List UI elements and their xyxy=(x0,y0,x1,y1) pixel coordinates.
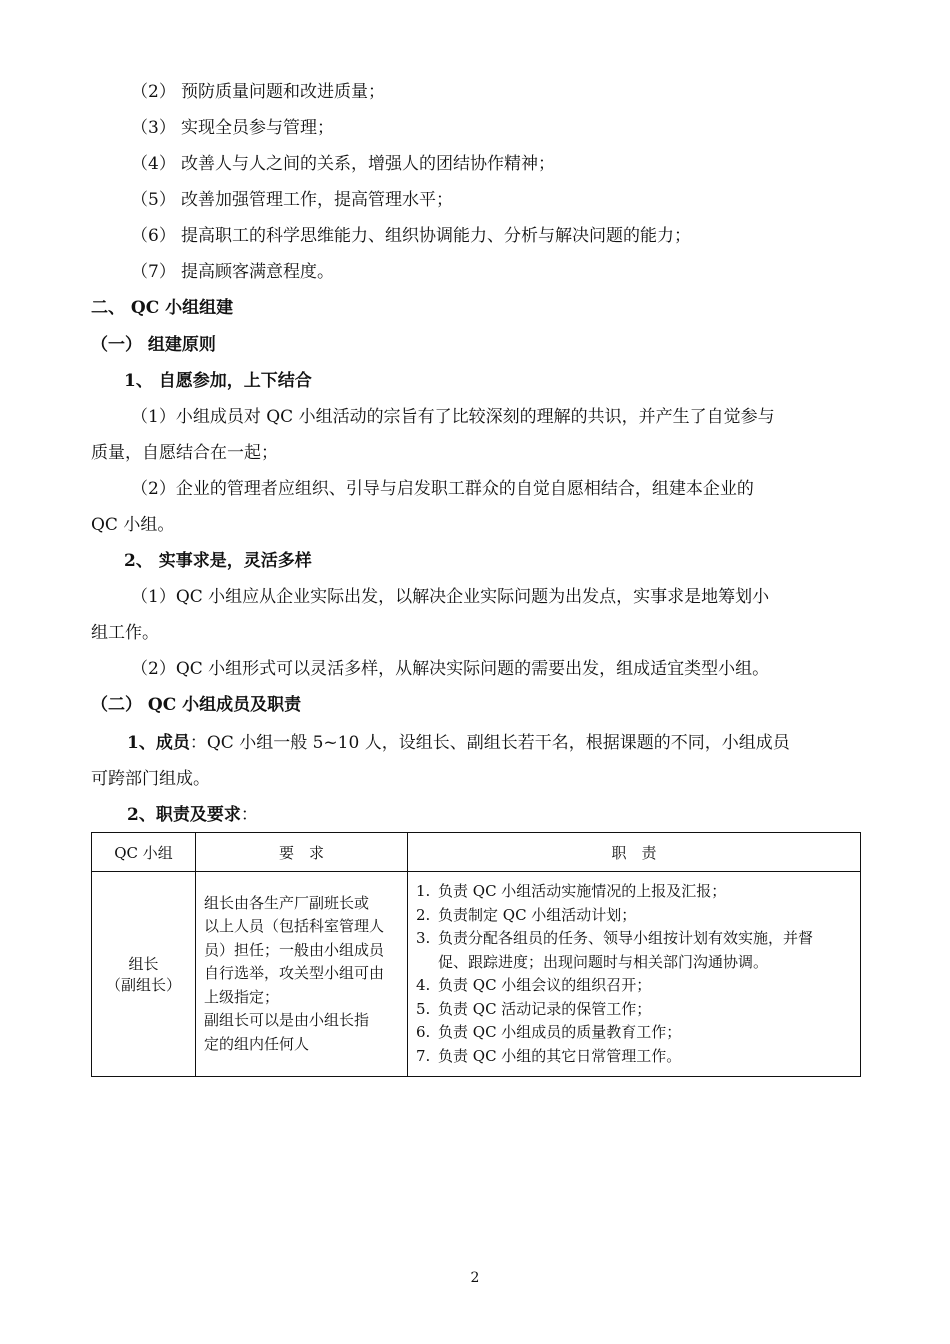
goal-item: （3） 实现全员参与管理； xyxy=(131,118,334,138)
duty-item: 7. 负责 QC 小组的其它日常管理工作。 xyxy=(416,1046,682,1065)
requirement-line: 副组长可以是由小组长指 xyxy=(204,1011,370,1030)
table-row xyxy=(92,872,861,1077)
page-number: 2 xyxy=(470,1270,480,1286)
duties-table xyxy=(91,832,861,1077)
paragraph-line: （1）小组成员对 QC 小组活动的宗旨有了比较深刻的理解的共识，并产生了自觉参与 xyxy=(131,407,775,427)
header-cell-requirements: 要 求 xyxy=(196,833,408,872)
role-name-sub: （副组长） xyxy=(105,976,181,994)
requirement-line: 定的组内任何人 xyxy=(204,1034,310,1053)
duty-item: 5. 负责 QC 活动记录的保管工作； xyxy=(416,999,652,1018)
goal-item: （5） 改善加强管理工作，提高管理水平； xyxy=(131,190,453,210)
item-heading: 1、 自愿参加，上下结合 xyxy=(124,371,312,391)
paragraph-line: 可跨部门组成。 xyxy=(91,769,210,789)
role-name: 组长 xyxy=(128,955,159,973)
duty-item: 4. 负责 QC 小组会议的组织召开； xyxy=(416,976,652,994)
requirements-cell xyxy=(196,872,408,1077)
requirement-line: 上级指定； xyxy=(204,987,280,1006)
members-paragraph: 1、成员：QC 小组一般 5~10 人，设组长、副组长若干名，根据课题的不同，小组成员 xyxy=(127,733,790,753)
paragraph-line: （1）QC 小组应从企业实际出发，以解决企业实际问题为出发点，实事求是地筹划小 xyxy=(131,587,770,607)
paragraph-line: （2）QC 小组形式可以灵活多样，从解决实际问题的需要出发，组成适宜类型小组。 xyxy=(131,659,770,679)
goal-item: （2） 预防质量问题和改进质量； xyxy=(131,82,385,102)
paragraph-line: 组工作。 xyxy=(91,623,159,643)
duty-item: 1. 负责 QC 小组活动实施情况的上报及汇报； xyxy=(416,882,727,900)
duty-item: 6. 负责 QC 小组成员的质量教育工作； xyxy=(416,1023,682,1041)
requirement-line: 自行选举，攻关型小组可由 xyxy=(204,964,385,983)
paragraph-line: 质量，自愿结合在一起； xyxy=(91,443,278,463)
header-cell-group: QC 小组 xyxy=(92,833,196,872)
duties-heading: 2、职责及要求： xyxy=(127,805,258,825)
item-heading: 2、 实事求是，灵活多样 xyxy=(124,551,312,571)
duties-cell xyxy=(408,872,861,1077)
goal-item: （4） 改善人与人之间的关系，增强人的团结协作精神； xyxy=(131,154,555,174)
paragraph-line: QC 小组。 xyxy=(91,515,175,535)
goal-item: （7） 提高顾客满意程度。 xyxy=(131,262,334,282)
paragraph-line: （2）企业的管理者应组织、引导与启发职工群众的自觉自愿相结合，组建本企业的 xyxy=(131,479,754,499)
duty-item: 2. 负责制定 QC 小组活动计划； xyxy=(416,905,637,924)
requirement-line: 组长由各生产厂副班长或 xyxy=(204,893,370,912)
requirement-line: 以上人员（包括科室管理人 xyxy=(204,917,385,936)
section-heading: 二、 QC 小组组建 xyxy=(91,298,234,318)
subsection-heading: （一） 组建原则 xyxy=(91,335,216,355)
table-header-row xyxy=(92,833,861,872)
duty-item: 3. 负责分配各组员的任务、领导小组按计划有效实施，并督 促、跟踪进度；出现问题时与相关部门沟通协调。 xyxy=(416,929,814,971)
goal-item: （6） 提高职工的科学思维能力、组织协调能力、分析与解决问题的能力； xyxy=(131,226,691,246)
subsection-heading: （二） QC 小组成员及职责 xyxy=(91,695,302,715)
role-cell xyxy=(92,872,196,1077)
header-cell-duties: 职 责 xyxy=(408,833,861,872)
requirement-line: 员）担任；一般由小组成员 xyxy=(204,940,385,959)
